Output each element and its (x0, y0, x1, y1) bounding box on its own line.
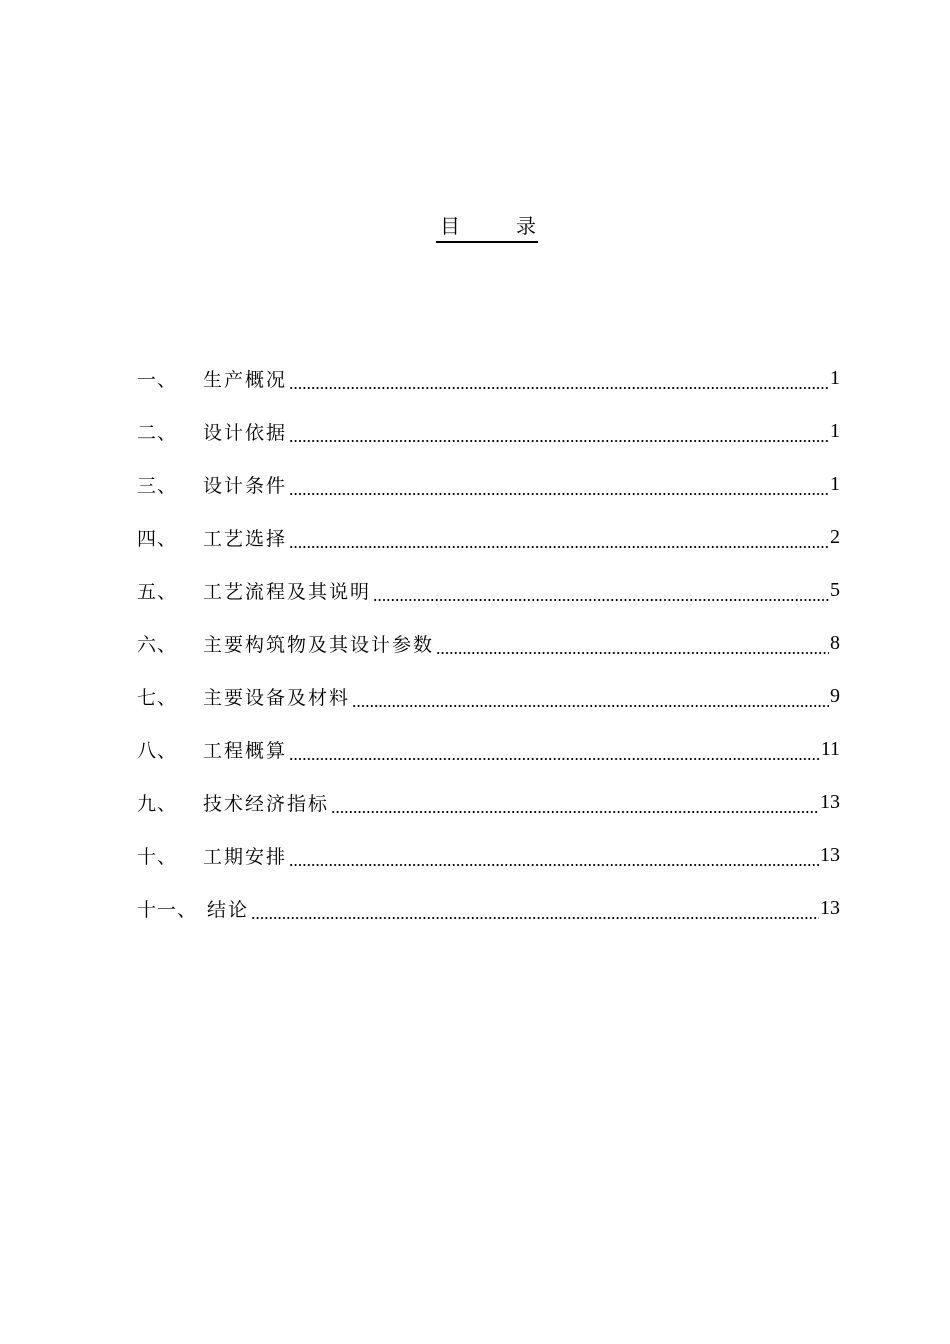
toc-dot-leader (352, 689, 829, 708)
toc-entry-label: 工艺选择 (203, 528, 288, 550)
toc-entry-number: 四、 (137, 528, 178, 550)
toc-entry-label: 主要构筑物及其设计参数 (203, 634, 435, 656)
toc-dot-leader (289, 371, 829, 390)
toc-list (137, 352, 840, 935)
toc-entry-number: 五、 (137, 581, 178, 603)
toc-entry-page: 9 (830, 685, 840, 707)
toc-entry-page: 1 (830, 420, 840, 442)
toc-entry-label: 设计条件 (203, 475, 288, 497)
toc-entry-number: 三、 (137, 475, 178, 497)
toc-entry-number: 七、 (137, 687, 178, 709)
toc-entry-label: 主要设备及材料 (203, 687, 351, 709)
toc-dot-leader (251, 901, 819, 920)
toc-entry-label: 结论 (207, 899, 250, 921)
toc-entry-label: 工期安排 (203, 846, 288, 868)
toc-entry-number: 九、 (137, 793, 178, 815)
toc-title-char-1: 目 (440, 214, 460, 238)
toc-entry-page: 2 (830, 526, 840, 548)
toc-entry-page: 13 (820, 897, 840, 919)
toc-entry-label: 技术经济指标 (203, 793, 330, 815)
toc-entry[interactable] (137, 829, 840, 882)
toc-entry[interactable] (137, 776, 840, 829)
toc-title (436, 213, 538, 243)
toc-entry[interactable] (137, 352, 840, 405)
toc-entry[interactable] (137, 723, 840, 776)
toc-dot-leader (331, 795, 819, 814)
toc-entry-page: 1 (830, 473, 840, 495)
toc-dot-leader (289, 742, 820, 761)
toc-entry-label: 生产概况 (203, 369, 288, 391)
toc-dot-leader (436, 636, 829, 655)
toc-entry[interactable] (137, 511, 840, 564)
toc-entry[interactable] (137, 405, 840, 458)
toc-entry-page: 1 (830, 367, 840, 389)
toc-entry[interactable] (137, 564, 840, 617)
toc-title-char-2: 录 (516, 214, 536, 238)
toc-dot-leader (289, 848, 819, 867)
toc-dot-leader (289, 477, 829, 496)
toc-entry-number: 六、 (137, 634, 178, 656)
toc-dot-leader (289, 424, 829, 443)
toc-dot-leader (373, 583, 829, 602)
toc-entry-page: 13 (820, 791, 840, 813)
toc-entry[interactable] (137, 882, 840, 935)
toc-entry-number: 二、 (137, 422, 178, 444)
toc-entry-number: 十一、 (137, 899, 198, 921)
toc-entry-page: 13 (820, 844, 840, 866)
toc-entry-page: 8 (830, 632, 840, 654)
toc-entry-page: 11 (820, 738, 840, 760)
toc-entry[interactable] (137, 670, 840, 723)
toc-entry-page: 5 (830, 579, 840, 601)
toc-dot-leader (289, 530, 829, 549)
toc-entry[interactable] (137, 617, 840, 670)
toc-entry-number: 八、 (137, 740, 178, 762)
toc-entry-number: 十、 (137, 846, 178, 868)
toc-entry-number: 一、 (137, 369, 178, 391)
toc-entry-label: 工程概算 (203, 740, 288, 762)
toc-entry[interactable] (137, 458, 840, 511)
toc-entry-label: 工艺流程及其说明 (203, 581, 372, 603)
toc-entry-label: 设计依据 (203, 422, 288, 444)
